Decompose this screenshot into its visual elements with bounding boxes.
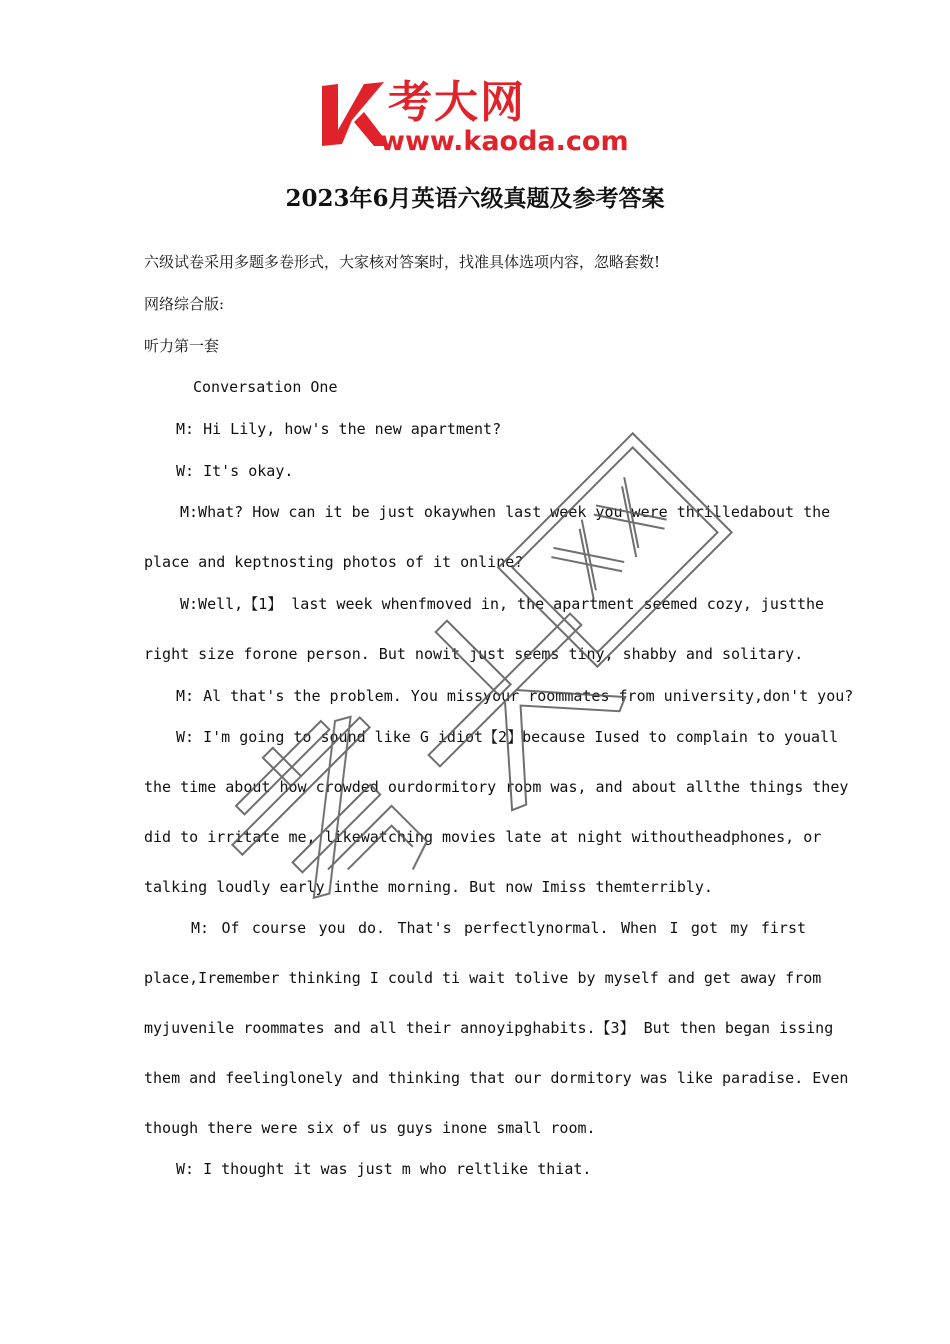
transcript-line: M: Al that's the problem. You missyour roommates from university,don't you?	[176, 687, 854, 705]
transcript-line: talking loudly early inthe morning. But now Imiss themterribly.	[144, 878, 713, 896]
transcript-line: right size forone person. But nowit just seems tiny, shabby and solitary.	[144, 645, 804, 663]
logo-brand-text: 考大网	[388, 77, 526, 128]
kaoda-logo	[318, 78, 638, 160]
conversation-heading: Conversation One	[193, 378, 338, 396]
transcript-line: M: Of course you do. That's perfectlynormal. When I got my first	[191, 919, 806, 937]
transcript-line: them and feelinglonely and thinking that our dormitory was like paradise. Even	[144, 1069, 849, 1087]
transcript-line: did to irritate me, likewatching movies late at night withoutheadphones, or	[144, 828, 822, 846]
transcript-line: myjuvenile roommates and all their annoyipghabits.【3】 But then began issing	[144, 1019, 834, 1037]
transcript-line: place,Iremember thinking I could ti wait tolive by myself and get away from	[144, 969, 822, 987]
logo-url-text: www.kaoda.com	[380, 126, 629, 157]
transcript-line: place and keptnosting photos of it online?	[144, 553, 524, 571]
transcript-line: M:What? How can it be just okaywhen last week you were thrilledabout the	[180, 503, 831, 521]
page-title: 2023年6月英语六级真题及参考答案	[285, 185, 665, 212]
transcript-line: M: Hi Lily, how's the new apartment?	[176, 420, 502, 438]
transcript-line: the time about how crowded ourdormitory room was, and about allthe things they	[144, 778, 849, 796]
version-label: 网络综合版:	[144, 295, 225, 313]
transcript-line: W: I thought it was just m who reltlike thiat.	[176, 1160, 592, 1178]
transcript-line: though there were six of us guys inone small room.	[144, 1119, 596, 1137]
notice-text: 六级试卷采用多题多卷形式，大家核对答案时，找准具体选项内容，忽略套数!	[144, 253, 661, 271]
section-label: 听力第一套	[144, 337, 220, 355]
transcript-line: W:Well,【1】 last week whenfmoved in, the apartment seemed cozy, justthe	[180, 595, 825, 613]
transcript-line: W: It's okay.	[176, 462, 294, 480]
transcript-line: W: I'm going to sound like G idiot【2】because Iused to complain to youall	[176, 728, 839, 746]
